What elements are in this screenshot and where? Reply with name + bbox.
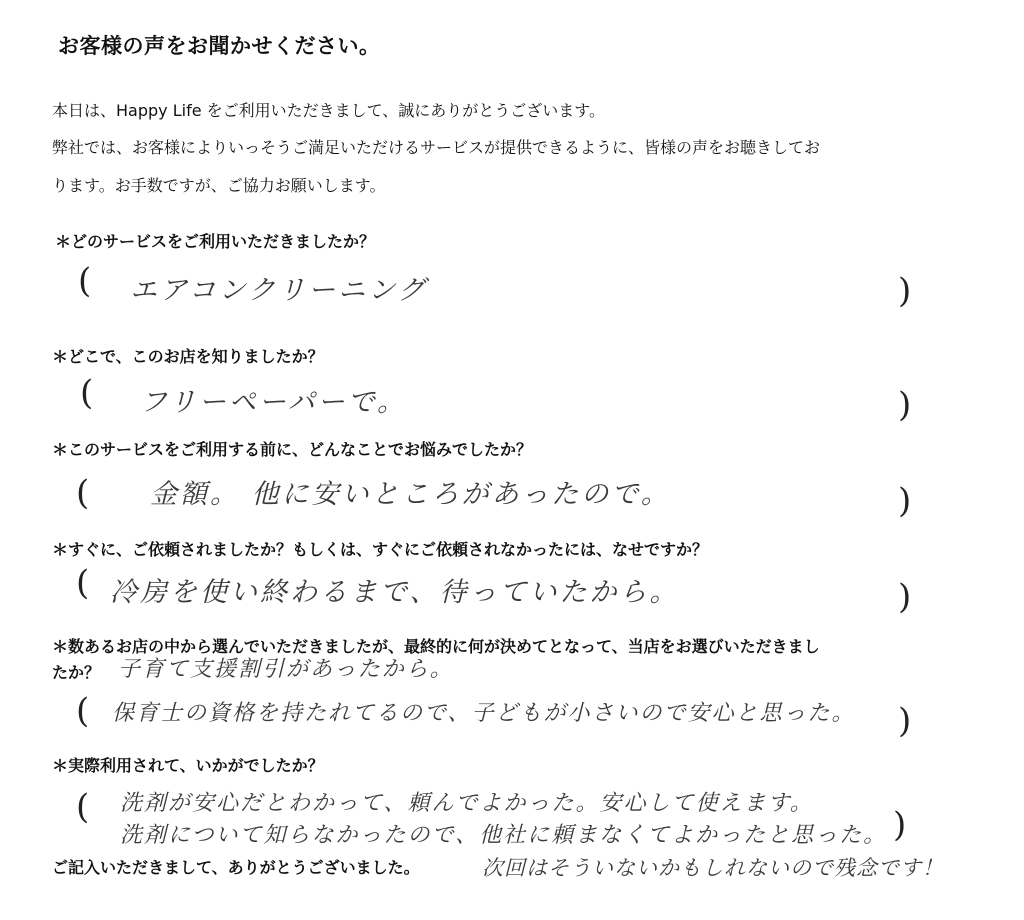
intro-line-3: ります。お手数ですが、ご協力お願いします。 [52,176,386,195]
question-1-label: ＊どのサービスをご利用いただきましたか？ [55,232,376,251]
answer-2-close-paren: ) [898,385,912,425]
closing-thanks: ご記入いただきまして、ありがとうございました。 [52,858,420,877]
answer-6-text-line-2: 洗剤について知らなかったので、他社に頼まなくてよかったと思った。 [120,823,888,848]
answer-4-close-paren: ) [898,577,912,617]
intro-line-1: 本日は、Happy Life をご利用いただきまして、誠にありがとうございます。 [52,101,606,120]
answer-4-text: 冷房を使い終わるまで、待っていたから。 [110,577,680,608]
question-6-label: ＊実際利用されて、いかがでしたか？ [52,756,324,775]
closing-handwritten-note: 次回はそういないかもしれないので残念です！ [482,856,944,880]
intro-line-2: 弊社では、お客様によりいっそうご満足いただけるサービスが提供できるように、皆様の声をお聴きしてお [52,138,821,157]
answer-1-open-paren: ( [78,261,92,301]
answer-3-text: 金額。 他に安いところがあったので。 [150,479,671,510]
answer-1-text: エアコンクリーニング [130,275,428,306]
answer-5-open-paren: ( [76,691,90,731]
answer-4-open-paren: ( [76,563,90,603]
question-5-label: ＊数あるお店の中から選んでいただきましたが、最終的に何が決めてとなって、当店をお選びいただきまし [52,637,820,656]
answer-6-open-paren: ( [76,787,90,827]
answer-5-text-line-2: 保育士の資格を持たれてるので、子どもが小さいので安心と思った。 [112,701,856,726]
answer-3-open-paren: ( [76,473,90,513]
answer-1-close-paren: ) [898,271,912,311]
answer-5-close-paren: ) [898,701,912,741]
question-5-label-cont: たか？ [52,663,101,682]
form-title: お客様の声をお聞かせください。 [58,34,381,58]
question-3-label: ＊このサービスをご利用する前に、どんなことでお悩みでしたか？ [52,440,533,459]
question-2-label: ＊どこで、このお店を知りましたか？ [52,347,324,366]
answer-3-close-paren: ) [898,481,912,521]
answer-2-open-paren: ( [80,373,94,413]
answer-6-text-line-1: 洗剤が安心だとわかって、頼んでよかった。安心して使えます。 [120,791,814,816]
answer-5-text-line-1: 子育て支援割引があったから。 [118,657,454,682]
answer-6-close-paren: ) [893,805,907,845]
question-4-label: ＊すぐに、ご依頼されましたか？もしくは、すぐにご依頼されなかったには、なせですか？ [52,540,709,559]
answer-2-text: フリーペーパーで。 [140,387,408,418]
